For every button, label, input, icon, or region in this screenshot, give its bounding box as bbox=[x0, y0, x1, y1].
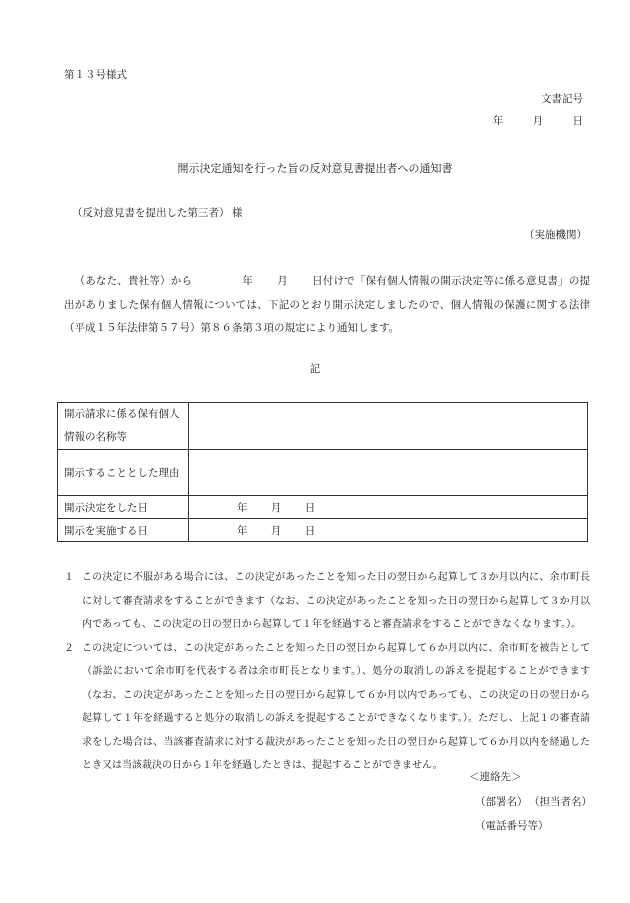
contact-phone: （電話番号等） bbox=[475, 820, 549, 832]
table-value-reason bbox=[189, 450, 588, 496]
table-value-info-name bbox=[189, 403, 588, 450]
table-label-implementation-date: 開示を実施する日 bbox=[58, 519, 189, 542]
body-paragraph bbox=[64, 270, 590, 341]
decision-date-month: 月 bbox=[270, 501, 282, 514]
disclosure-info-table bbox=[57, 402, 588, 542]
implementation-date-month: 月 bbox=[270, 524, 282, 537]
implementation-date-year: 年 bbox=[237, 524, 248, 537]
document-title: 開示決定通知を行った旨の反対意見書提出者への通知書 bbox=[177, 162, 453, 175]
recipient-honorific: 様 bbox=[232, 207, 243, 219]
table-row bbox=[58, 496, 588, 519]
sender-agency: （実施機関） bbox=[524, 229, 587, 241]
table-label-decision-date: 開示決定をした日 bbox=[58, 496, 189, 519]
document-number-label: 文書記号 bbox=[541, 93, 583, 105]
table-row bbox=[58, 519, 588, 542]
list-item bbox=[64, 566, 590, 637]
table-value-decision-date bbox=[189, 496, 588, 519]
table-row bbox=[58, 450, 588, 496]
contact-heading: ＜連絡先＞ bbox=[469, 771, 522, 783]
issue-date-year: 年 bbox=[492, 115, 504, 127]
note-number: １ bbox=[64, 572, 74, 583]
body-text: 日付けで「保有個人情報の開示決定等に係る意見書」の提出がありました保有個人情報については、下記のとおり開示決定しましたので、個人情報の保護に関する法律（平成１５年法律第５７号）第８６条第３項の規定により通知します。 bbox=[64, 275, 591, 334]
note-text: この決定に不服がある場合には、この決定があったことを知った日の翌日から起算して３か月以内に、余市町長に対して審査請求をすることができます（なお、この決定があったことを知った日の翌日から起算して３か月以内であっても、この決定の日の翌日から起算して１年を経過すると審査請求をすることができなくなります。）。 bbox=[82, 572, 590, 630]
issue-date bbox=[493, 113, 583, 128]
table-value-implementation-date bbox=[189, 519, 588, 542]
note-text: この決定については、この決定があったことを知った日の翌日から起算して６か月以内に、余市町を被告として（訴訟において余市町を代表する者は余市町長となります。）、処分の取消しの訴えを提起することができます（なお、この決定があったことを知った日の翌日から起算して６か月以内であっても、この決定の日の翌日から起算して１年を経過すると処分の取消しの訴えを提起することができなくなります。）。ただし、上記１の審査請求をした場合は、当該審査請求に対する裁決があったことを知った日の翌日から起算して６か月以内を経過したとき又は当該裁決の日から１年を経過したときは、提起することができません。 bbox=[82, 642, 590, 771]
table-label-reason: 開示することとした理由 bbox=[58, 450, 189, 496]
recipient-name: （反対意見書を提出した第三者） bbox=[72, 207, 230, 219]
table-row bbox=[58, 403, 588, 450]
body-month: 月 bbox=[277, 275, 288, 287]
list-item bbox=[64, 637, 590, 778]
table-label-info-name: 開示請求に係る保有個人情報の名称等 bbox=[58, 403, 189, 450]
body-year: 年 bbox=[242, 275, 254, 287]
note-number: ２ bbox=[64, 642, 74, 654]
body-lead: （あなた、貴社等）から bbox=[74, 275, 193, 287]
issue-date-month: 月 bbox=[532, 115, 544, 127]
notes-list bbox=[64, 566, 590, 778]
form-number: 第１３号様式 bbox=[64, 69, 127, 81]
ki-heading: 記 bbox=[309, 363, 321, 375]
decision-date-year: 年 bbox=[237, 501, 248, 514]
implementation-date-day: 日 bbox=[304, 524, 316, 537]
decision-date-day: 日 bbox=[304, 501, 316, 514]
contact-person: （担当者名） bbox=[529, 796, 592, 808]
issue-date-day: 日 bbox=[572, 115, 583, 127]
contact-department: （部署名） bbox=[475, 796, 528, 808]
